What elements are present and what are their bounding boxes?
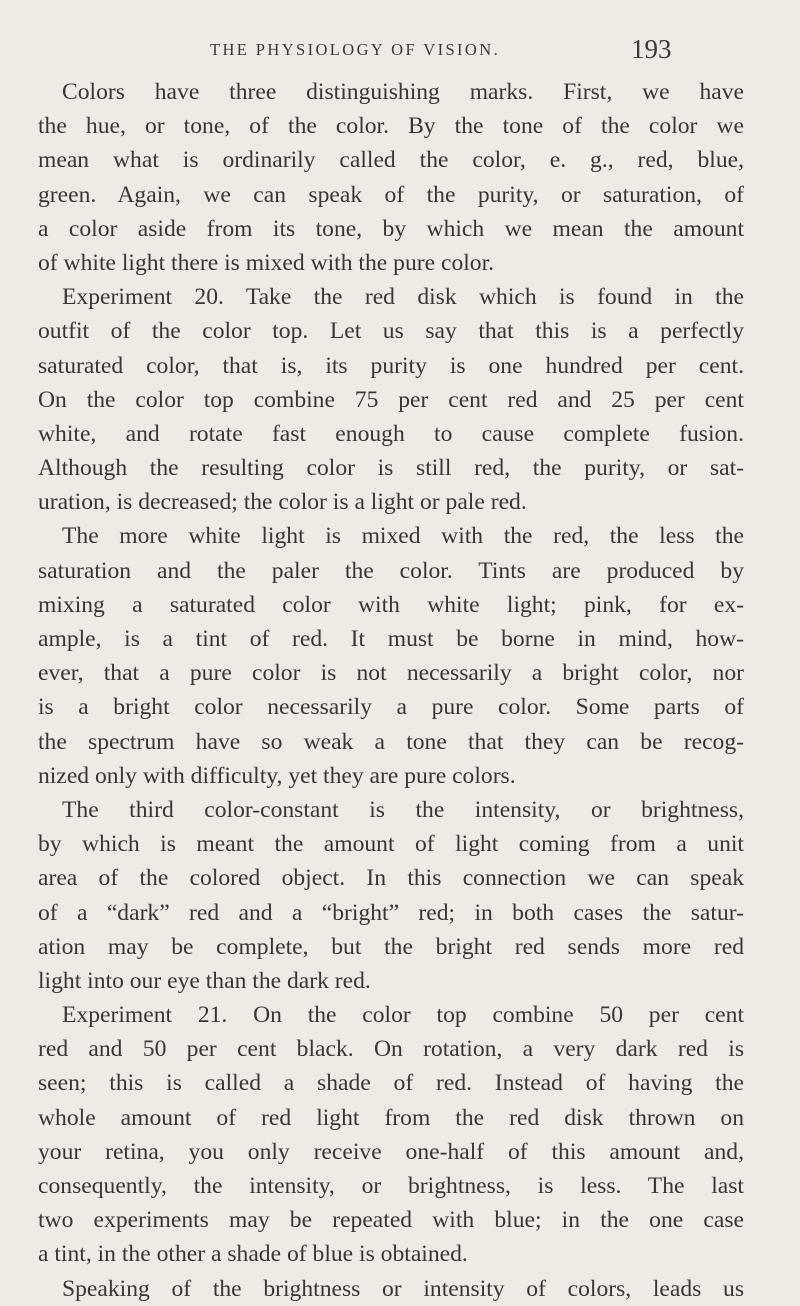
text-line: Although the resulting color is still red, the purity, or sat- xyxy=(38,455,744,482)
text-line: saturation and the paler the color. Tints are produced by xyxy=(38,557,744,584)
text-line: a color aside from its tone, by which we mean the amount xyxy=(38,215,744,242)
text-line: ample, is a tint of red. It must be borne in mind, how- xyxy=(38,626,744,652)
text-line: saturated color, that is, its purity is one hundred per cent. xyxy=(38,352,744,379)
text-line: ever, that a pure color is not necessarily a bright color, nor xyxy=(38,660,744,687)
text-line: The more white light is mixed with the red, the less the xyxy=(62,523,744,550)
text-line: your retina, you only receive one-half of this amount and, xyxy=(38,1138,744,1165)
text-line: green. Again, we can speak of the purity, or saturation, of xyxy=(38,181,744,208)
text-line: area of the colored object. In this connection we can speak xyxy=(38,865,744,892)
text-line: mixing a saturated color with white light; pink, for ex- xyxy=(38,591,744,618)
text-line: ation may be complete, but the bright red sends more red xyxy=(38,933,744,960)
text-line: a tint, in the other a shade of blue is obtained. xyxy=(38,1241,468,1268)
text-line: light into our eye than the dark red. xyxy=(38,967,371,994)
text-line: red and 50 per cent black. On rotation, a very dark red is xyxy=(38,1036,744,1063)
text-line: by which is meant the amount of light coming from a unit xyxy=(38,831,744,858)
text-line: of white light there is mixed with the pure color. xyxy=(38,249,495,276)
text-line: whole amount of red light from the red disk thrown on xyxy=(38,1104,744,1131)
text-line: Experiment 20. Take the red disk which is found in the xyxy=(62,284,744,311)
text-line: Colors have three distinguishing marks. First, we have xyxy=(62,79,744,105)
text-line: consequently, the intensity, or brightness, is less. The last xyxy=(38,1173,744,1199)
text-line: The third color-constant is the intensity, or brightness, xyxy=(62,796,744,823)
running-head-title: THE PHYSIOLOGY OF VISION. xyxy=(210,40,501,59)
running-head xyxy=(0,34,800,74)
text-line: white, and rotate fast enough to cause complete fusion. xyxy=(38,420,744,447)
text-line: seen; this is called a shade of red. Instead of having the xyxy=(38,1070,744,1097)
text-line: On the color top combine 75 per cent red and 25 per cent xyxy=(38,386,744,413)
text-line: outfit of the color top. Let us say that this is a perfectly xyxy=(38,318,744,345)
text-line: is a bright color necessarily a pure color. Some parts of xyxy=(38,694,744,721)
text-line: nized only with difficulty, yet they are pure colors. xyxy=(38,762,516,789)
text-line: Speaking of the brightness or intensity of colors, leads us xyxy=(62,1275,744,1302)
text-line: the hue, or tone, of the color. By the tone of the color we xyxy=(38,113,744,140)
body-text xyxy=(38,75,744,1306)
text-line: two experiments may be repeated with blue; in the one case xyxy=(38,1207,744,1234)
text-line: mean what is ordinarily called the color, e. g., red, blue, xyxy=(38,147,744,174)
text-line: of a “dark” red and a “bright” red; in both cases the satur- xyxy=(38,899,744,926)
text-line: Experiment 21. On the color top combine 50 per cent xyxy=(62,1002,744,1029)
text-line: the spectrum have so weak a tone that they can be recog- xyxy=(38,728,744,755)
page-number: 193 xyxy=(631,34,672,64)
text-line: uration, is decreased; the color is a light or pale red. xyxy=(38,489,527,516)
